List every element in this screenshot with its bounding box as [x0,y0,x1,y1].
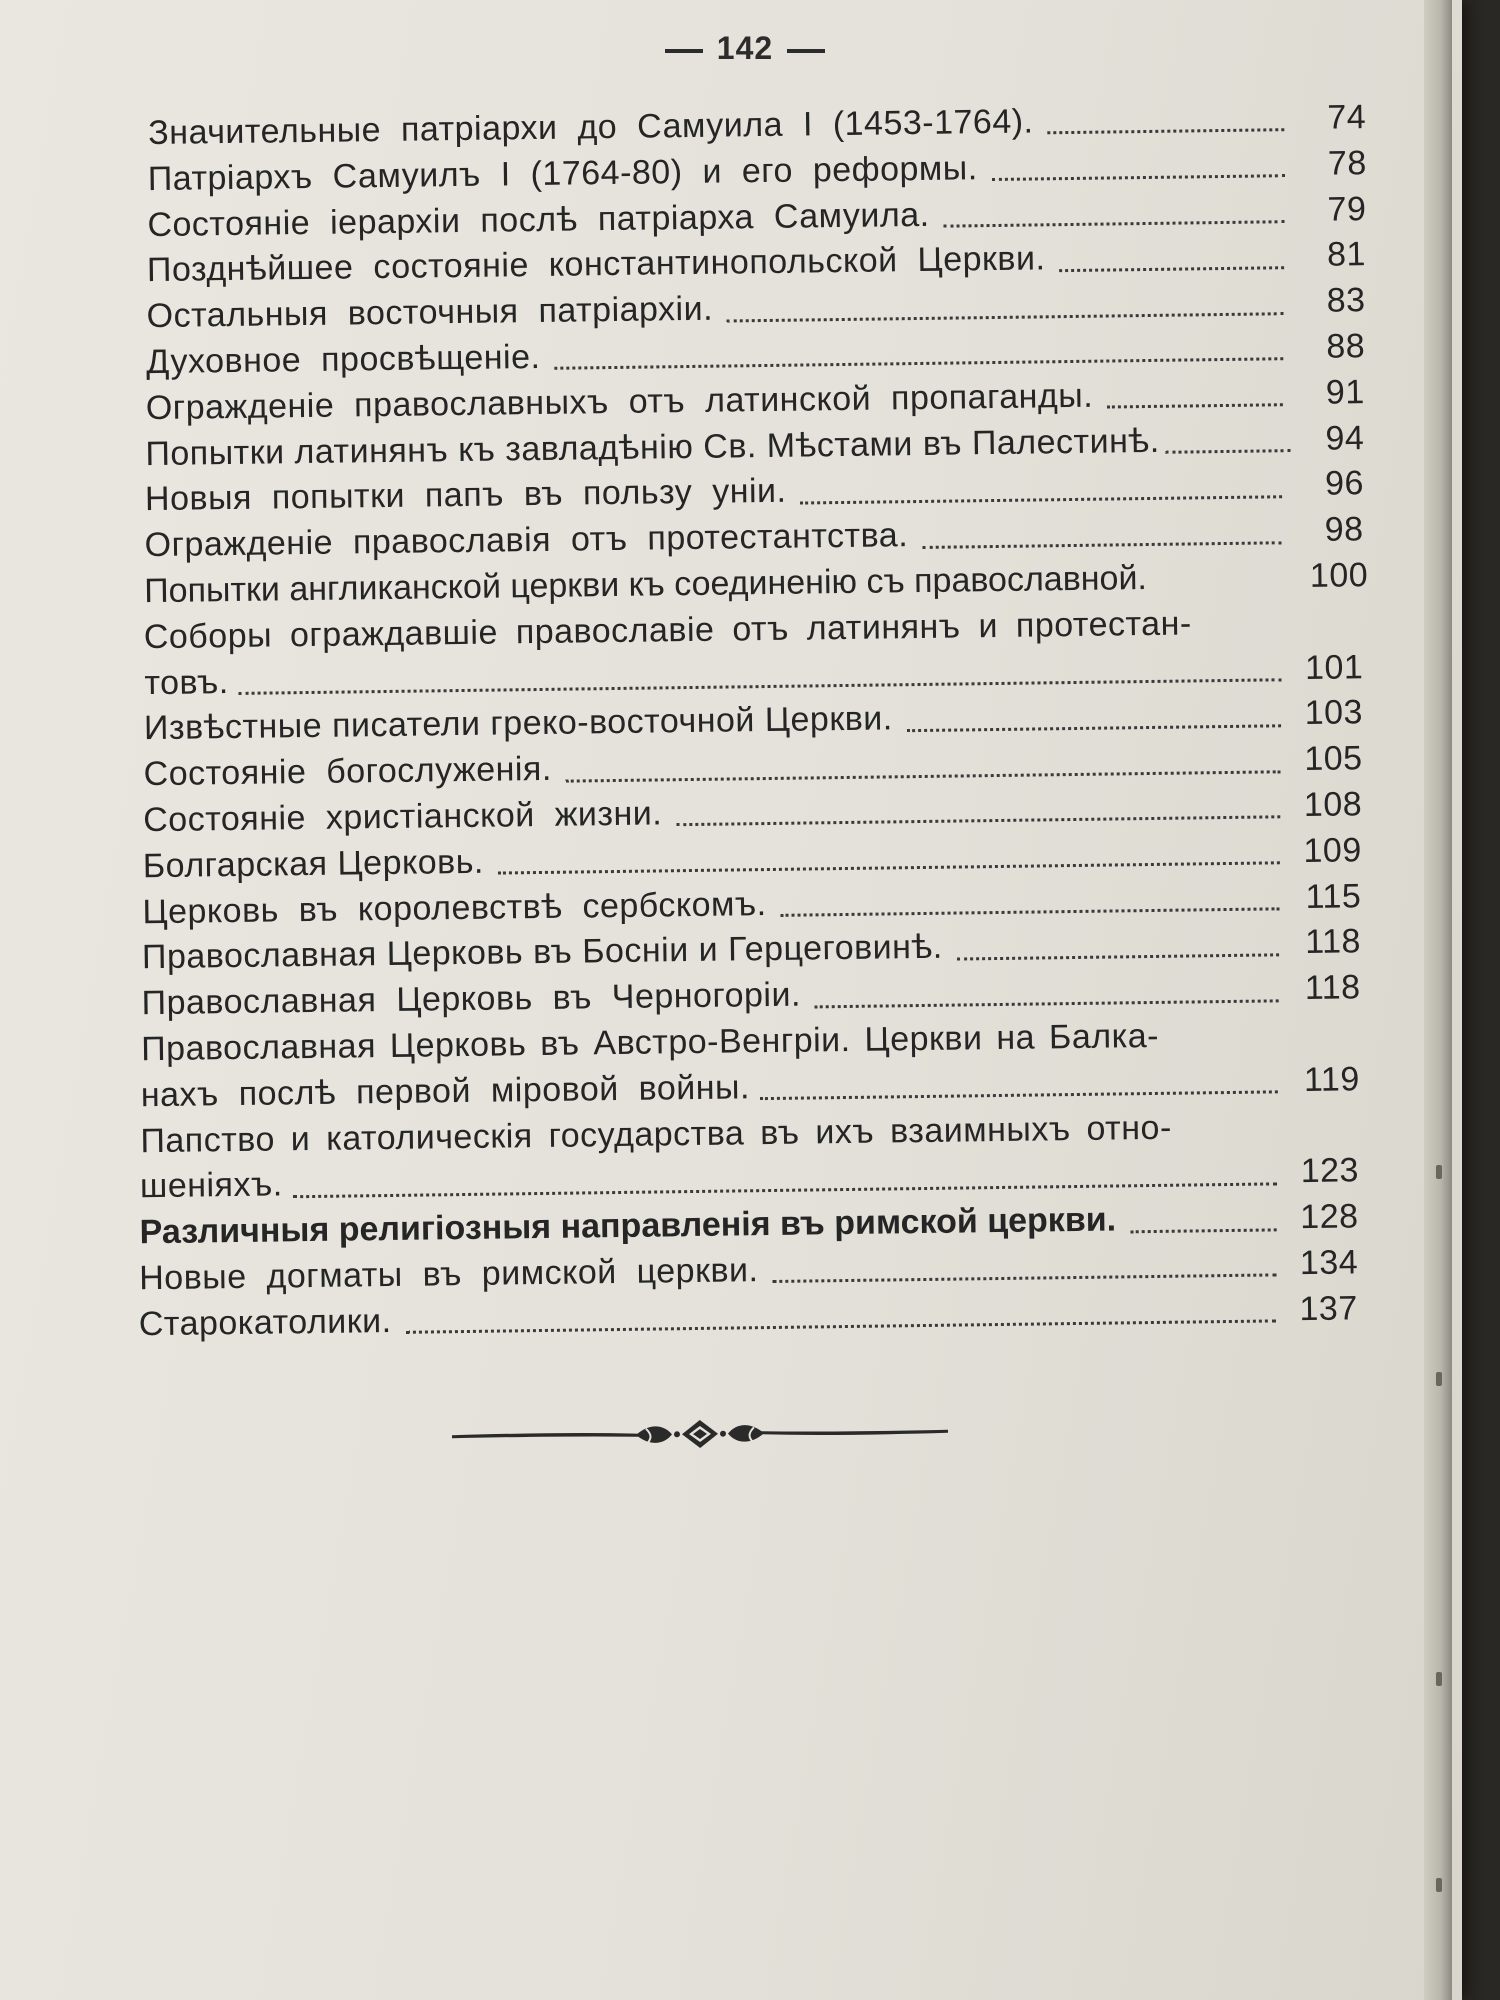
dot-leader [676,816,1280,827]
binding-stitch [1436,1878,1442,1892]
toc-entry-page: 108 [1303,785,1363,824]
dot-leader [239,678,1282,695]
dot-leader [406,1320,1276,1334]
dot-leader [555,358,1284,371]
toc-entry-page: 123 [1300,1151,1360,1191]
toc-entry-page: 98 [1324,510,1364,549]
toc-entry-title: Состояніе христіанской жизни. [142,794,663,840]
toc-entry-page: 91 [1325,372,1365,412]
dash-left [665,49,703,53]
dot-leader [1151,586,1296,591]
dot-leader [944,220,1285,227]
toc-entry-page: 81 [1326,235,1367,275]
toc-entry-page: 94 [1325,418,1365,458]
toc-entry-title: Болгарская Церковь. [142,842,485,885]
toc-entry-title-cont: нахъ послѣ первой міровой войны. [140,1068,751,1114]
toc-entry-page: 100 [1309,556,1369,595]
dash-right [787,49,825,53]
toc-entry-title: Патріархъ Самуилъ I (1764-80) и его реформы. [147,149,978,198]
toc-entry-title: Православная Церковь въ Черногоріи. [141,975,802,1023]
ornament-divider [450,1411,950,1458]
toc-entry-page: 109 [1303,830,1362,870]
dot-leader [498,861,1280,874]
toc-entry-title: Извѣстные писатели греко-восточной Церкви. [143,699,893,748]
dot-leader [1048,129,1285,135]
dot-leader [922,541,1281,549]
toc-entry-page: 88 [1326,327,1366,366]
page-number-value: 142 [716,30,774,66]
dot-leader [957,953,1279,960]
binding-stitch [1436,1372,1442,1386]
toc-entry-page: 96 [1324,464,1365,504]
dot-leader [1130,1228,1277,1233]
toc-entry-page: 118 [1304,922,1362,962]
dot-leader [1060,266,1285,272]
toc-entry-title: Попытки англиканской церкви къ соединенію съ православной. [143,558,1148,611]
dot-leader [815,999,1279,1008]
toc-entry-page: 74 [1327,98,1367,137]
toc-entry-page: 128 [1300,1197,1359,1237]
dot-leader [773,1274,1277,1284]
dot-leader [781,907,1280,917]
toc-entry-page: 103 [1304,693,1364,733]
toc-entry-title: Папство и католическія государства въ ихъ взаимныхъ отно- [140,1108,1172,1160]
toc-entry-page: 83 [1326,281,1366,320]
toc-entry-title: Православная Церковь въ Босніи и Герцеговинѣ. [141,928,943,977]
dot-leader [801,495,1283,504]
toc-entry-page: 105 [1304,739,1363,779]
dot-leader [727,312,1284,322]
toc-entry-title: Попытки латинянъ къ завладѣнію Св. Мѣстами въ Палестинѣ. [145,421,1160,473]
toc-entry-title: Позднѣйшее состояніе константинопольской Церкви. [146,239,1046,290]
toc-entry-title: Новыя попытки папъ въ пользу уніи. [144,472,787,519]
toc-entry-title: Состояніе іерархіи послѣ патріарха Самуила. [147,195,930,244]
toc-entry-page: 137 [1299,1289,1358,1328]
toc-entry-title: Огражденіе православныхъ отъ латинской пропаганды. [145,376,1094,427]
toc-entry-page: 79 [1327,189,1367,229]
dot-leader [1107,403,1283,408]
toc-entry-page: 119 [1303,1060,1360,1099]
toc-entry-page: 115 [1305,876,1362,916]
toc-entry-title-cont: шеніяхъ. [139,1165,283,1206]
dot-leader [760,1090,1278,1100]
dot-leader [907,724,1281,732]
toc-entry-title: Остальныя восточныя патріархіи. [146,289,714,336]
toc-entry-title: Значительные патріархи до Самуила I (1453-1764). [147,102,1034,153]
toc-entry-page: 134 [1299,1243,1359,1283]
table-of-contents [0,97,1478,1353]
toc-entry-title: Различныя религіозныя направленія въ римской церкви. [139,1200,1117,1252]
binding-stitch [1436,1672,1442,1686]
toc-entry-page: 101 [1304,647,1364,687]
toc-entry-title: Церковь въ королевствѣ сербскомъ. [142,884,767,931]
toc-entry-title-cont: товъ. [144,662,229,702]
toc-entry-title: Соборы ограждавшіе православіе отъ латинянъ и протестан- [143,604,1192,656]
toc-entry-page: 78 [1327,143,1367,183]
toc-entry-page: 118 [1304,968,1361,1008]
dot-leader [1166,449,1291,454]
dot-leader [293,1182,1277,1198]
dot-leader [566,770,1281,782]
toc-entry-title: Православная Церковь въ Австро-Венгріи. Церкви на Балка- [140,1016,1160,1069]
toc-entry-title: Огражденіе православія отъ протестантства. [144,516,909,565]
toc-entry-title: Духовное просвѣщеніе. [145,337,541,382]
page-number [0,30,1490,67]
toc-entry-title: Новые догматы въ римской церкви. [138,1251,759,1298]
dot-leader [992,174,1285,181]
toc-entry-title: Состояніе богослуженія. [143,749,553,794]
toc-entry-title: Старокатолики. [138,1301,392,1344]
